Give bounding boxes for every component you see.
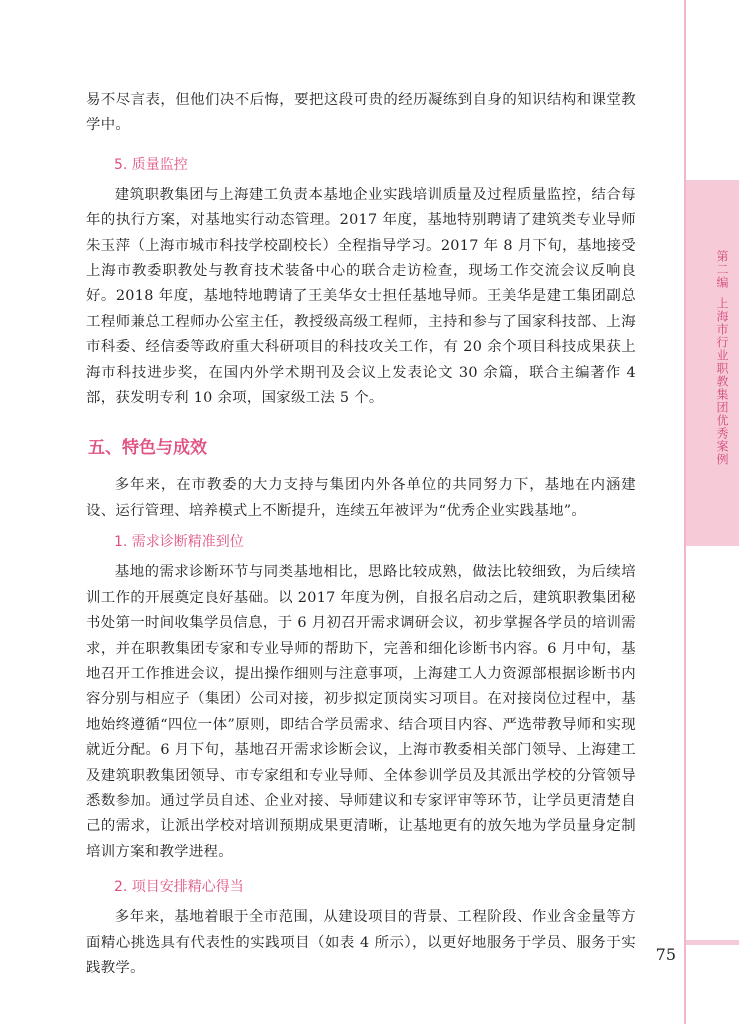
paragraph-project-arrangement: 多年来，基地着眼于全市范围，从建设项目的背景、工程阶段、作业含金量等方面精心挑选具有代表性的实践项目（如表 4 所示），以更好地服务于学员、服务于实践教学。 [86,909,636,976]
chapter-tab-text [696,250,730,530]
margin-bottom-tab [686,940,739,945]
subheading-needs-diagnosis: 1. 需求诊断精准到位 [114,534,244,551]
section-heading-features: 五、特色与成效 [88,438,207,459]
paragraph-continued: 易不尽言表，但他们决不后悔，要把这段可贵的经历凝练到自身的知识结构和课堂教学中。 [86,92,636,134]
subheading-quality-monitoring: 5. 质量监控 [114,156,188,173]
chapter-title-label: 上海市行业职教集团优秀案例 [715,297,729,466]
chapter-part-label: 第二编 [715,250,729,289]
paragraph-needs-diagnosis: 基地的需求诊断环节与同类基地相比，思路比较成熟，做法比较细致，为后续培训工作的开展奠定良好基础。以 2017 年度为例，自报名启动之后，建筑职教集团秘书处第一时间收集学员信息，于 6 月初召开需求调研会议，初步掌握各学员的培训需求，并在职教集团专家和专业导师的帮助下，完善和细化诊断书内容。6 月中旬，基地召开工作推进会议，提出操作细则与注意事项，上海建工人力资源部根据诊断书内容分别与相应子（集团）公司对接，初步拟定顶岗实习项目。在对接岗位过程中，基地始终遵循“四位一体”原则，即结合学员需求、结合项目内容、严选带教导师和实现就近分配。6 月下旬，基地召开需求诊断会议，上海市教委相关部门领导、上海建工及建筑职教集团领导、市专家组和专业导师、全体参训学员及其派出学校的分管领导悉数参加。通过学员自述、企业对接、导师建议和专家评审等环节，让学员更清楚自己的需求，让派出学校对培训预期成果更清晰，让基地更有的放矢地为学员量身定制培训方案和教学进程。 [86,564,636,860]
body-text [86,88,636,981]
chapter-side-tab [686,180,739,546]
subheading-project-arrangement: 2. 项目安排精心得当 [114,879,244,896]
page-number: 75 [655,945,676,964]
paragraph-quality-monitoring: 建筑职教集团与上海建工负责本基地企业实践培训质量及过程质量监控，结合每年的执行方案，对基地实行动态管理。2017 年度，基地特别聘请了建筑类专业导师朱玉萍（上海市城市科技学校副校长）全程指导学习。2017 年 8 月下旬，基地接受上海市教委职教处与教育技术装备中心的联合走访检查，现场工作交流会议反响良好。2018 年度，基地特地聘请了王美华女士担任基地导师。王美华是建工集团副总工程师兼总工程师办公室主任，教授级高级工程师，主持和参与了国家科技部、上海市科委、经信委等政府重大科研项目的科技攻关工作，有 20 余个项目科技成果获上海市科技进步奖，在国内外学术期刊及会议上发表论文 30 余篇，联合主编著作 4 部，获发明专利 10 余项，国家级工法 5 个。 [86,186,636,407]
paragraph-features-intro: 多年来，在市教委的大力支持与集团内外各单位的共同努力下，基地在内涵建设、运行管理、培养模式上不断提升，连续五年被评为“优秀企业实践基地”。 [86,477,636,519]
